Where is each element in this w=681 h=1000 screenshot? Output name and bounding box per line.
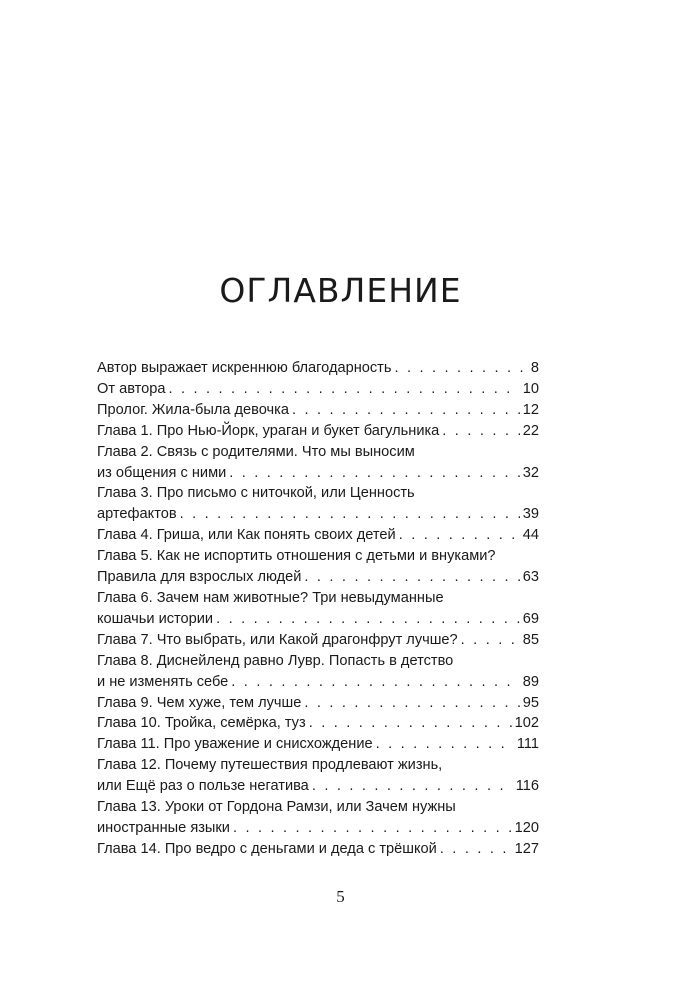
toc-entry-line bbox=[97, 713, 539, 734]
dot-leader bbox=[461, 630, 520, 651]
dot-leader bbox=[292, 400, 520, 421]
toc-entry-page: 39 bbox=[522, 506, 539, 523]
toc-entry-line bbox=[97, 776, 539, 797]
toc-entry[interactable] bbox=[97, 442, 539, 484]
dot-leader bbox=[399, 525, 520, 546]
toc-entry-line bbox=[97, 358, 539, 379]
toc-entry[interactable] bbox=[97, 400, 539, 421]
dot-leader bbox=[442, 421, 519, 442]
toc-entry-title: Глава 10. Тройка, семёрка, туз bbox=[97, 715, 306, 732]
toc-entry-page: 8 bbox=[530, 360, 539, 376]
dot-leader bbox=[169, 379, 520, 400]
toc-entry-title: кошачьи истории bbox=[97, 610, 214, 627]
toc-entry-title: Глава 7. Что выбрать, или Какой драгонфрут лучше? bbox=[97, 631, 458, 648]
dot-leader bbox=[180, 504, 520, 525]
toc-entry-line bbox=[97, 400, 539, 421]
dot-leader bbox=[376, 734, 514, 755]
toc-entry-page: 89 bbox=[522, 673, 539, 690]
toc-entry-title-line: Глава 2. Связь с родителями. Что мы выносим bbox=[97, 443, 415, 460]
toc-entry-title: Глава 4. Гриша, или Как понять своих детей bbox=[97, 527, 396, 544]
toc-entry-page: 10 bbox=[522, 380, 539, 397]
toc-entry-line bbox=[97, 567, 539, 588]
toc-entry-page: 63 bbox=[522, 569, 539, 586]
toc-entry-title: Глава 9. Чем хуже, тем лучше bbox=[97, 694, 302, 711]
toc-entry-page: 127 bbox=[514, 840, 539, 857]
toc-entry-title: из общения с ними bbox=[97, 464, 227, 481]
toc-entry-title: Автор выражает искреннюю благодарность bbox=[97, 360, 392, 376]
page-number: 5 bbox=[336, 887, 345, 906]
toc-entry[interactable] bbox=[97, 483, 539, 525]
toc-entry-title: или Ещё раз о пользе негатива bbox=[97, 778, 309, 795]
toc-entry-line bbox=[97, 693, 539, 714]
toc-entry[interactable] bbox=[97, 588, 539, 630]
dot-leader bbox=[440, 839, 512, 860]
dot-leader bbox=[231, 672, 519, 693]
toc-entry-title: Глава 1. Про Нью-Йорк, ураган и букет багульника bbox=[97, 422, 440, 439]
toc-entry-page: 44 bbox=[522, 527, 539, 544]
toc-entry-title: и не изменять себе bbox=[97, 673, 229, 690]
toc-entry-line bbox=[97, 734, 539, 755]
dot-leader bbox=[233, 818, 512, 839]
toc-entry[interactable] bbox=[97, 525, 539, 546]
toc-entry-page: 69 bbox=[522, 610, 539, 627]
toc-entry-title: Правила для взрослых людей bbox=[97, 569, 302, 586]
toc-entry[interactable] bbox=[97, 379, 539, 400]
toc-entry-page: 22 bbox=[522, 422, 539, 439]
toc-entry-title: Глава 11. Про уважение и снисхождение bbox=[97, 736, 373, 753]
toc-entry-title: артефактов bbox=[97, 506, 177, 523]
toc-entry-title-line: Глава 6. Зачем нам животные? Три невыдуманные bbox=[97, 589, 444, 606]
dot-leader bbox=[309, 713, 512, 734]
dot-leader bbox=[304, 567, 519, 588]
toc-entry-line bbox=[97, 463, 539, 484]
toc-entry-line bbox=[97, 630, 539, 651]
toc-entry-title-line: Глава 13. Уроки от Гордона Рамзи, или Зачем нужны bbox=[97, 799, 456, 816]
dot-leader bbox=[216, 609, 520, 630]
toc-entry-page: 116 bbox=[515, 778, 539, 795]
toc-entry[interactable] bbox=[97, 651, 539, 693]
toc-entry-page: 120 bbox=[514, 819, 539, 836]
toc-entry[interactable] bbox=[97, 713, 539, 734]
toc-entry-page: 102 bbox=[514, 715, 539, 732]
toc-entry[interactable] bbox=[97, 693, 539, 714]
toc-entry[interactable] bbox=[97, 421, 539, 442]
toc-entry-page: 111 bbox=[516, 736, 539, 753]
toc-entry[interactable] bbox=[97, 358, 539, 379]
toc-entry-page: 32 bbox=[522, 464, 539, 481]
toc-entry-line bbox=[97, 839, 539, 860]
toc-entry-title: Глава 14. Про ведро с деньгами и деда с трёшкой bbox=[97, 840, 437, 857]
toc-entry[interactable] bbox=[97, 839, 539, 860]
toc-entry[interactable] bbox=[97, 546, 539, 588]
toc-entry[interactable] bbox=[97, 734, 539, 755]
toc-entry-title-line: Глава 5. Как не испортить отношения с детьми и внуками? bbox=[97, 548, 496, 565]
dot-leader bbox=[312, 776, 513, 797]
toc-entry-page: 95 bbox=[522, 694, 539, 711]
toc-entry[interactable] bbox=[97, 630, 539, 651]
toc-entry-title-line: Глава 12. Почему путешествия продлевают жизнь, bbox=[97, 757, 443, 774]
toc-entry-page: 85 bbox=[522, 631, 539, 648]
toc-entry[interactable] bbox=[97, 755, 539, 797]
dot-leader bbox=[229, 463, 520, 484]
dot-leader bbox=[304, 693, 519, 714]
dot-leader bbox=[394, 358, 527, 379]
page-title: ОГЛАВЛЕНИЕ bbox=[219, 271, 462, 310]
toc-entry-title-line: Глава 3. Про письмо с ниточкой, или Ценность bbox=[97, 485, 415, 502]
toc-entry[interactable] bbox=[97, 797, 539, 839]
toc-entry-title-line: Глава 8. Диснейленд равно Лувр. Попасть в детство bbox=[97, 652, 454, 669]
toc-entry-line bbox=[97, 818, 539, 839]
table-of-contents bbox=[97, 358, 539, 860]
toc-entry-title: иностранные языки bbox=[97, 819, 230, 836]
toc-entry-line bbox=[97, 609, 539, 630]
toc-entry-line bbox=[97, 672, 539, 693]
toc-entry-line bbox=[97, 379, 539, 400]
toc-entry-line bbox=[97, 421, 539, 442]
toc-entry-page: 12 bbox=[522, 401, 539, 418]
toc-entry-line bbox=[97, 504, 539, 525]
toc-entry-title: Пролог. Жила-была девочка bbox=[97, 401, 289, 418]
toc-entry-title: От автора bbox=[97, 380, 166, 397]
toc-entry-line bbox=[97, 525, 539, 546]
